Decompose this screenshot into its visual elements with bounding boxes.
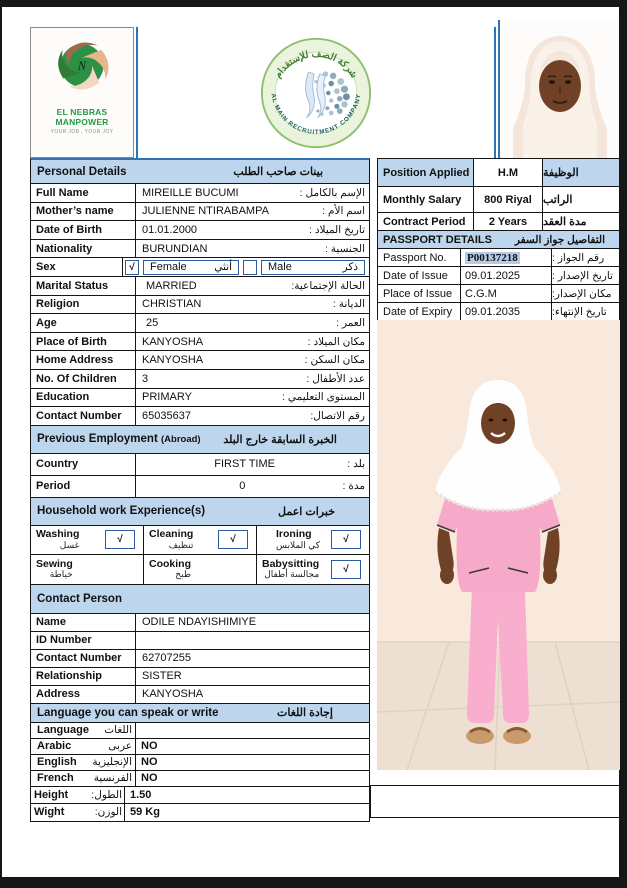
field-label: Education [31, 389, 136, 407]
household-title-en: Household work Experience(s) [37, 505, 206, 518]
language-title-ar: إجادة اللغات [277, 707, 333, 720]
skill-label: Washing [36, 528, 80, 541]
field-label: Place of Birth [31, 333, 136, 351]
nebras-logo-title: EL NEBRAS MANPOWER [55, 107, 109, 127]
field-value: ODILE NDAYISHIMIYE [142, 616, 257, 629]
skill-label: Cleaning [149, 528, 194, 541]
field-label-ar: المستوى التعليمي : [282, 391, 365, 404]
babysitting-checkbox: √ [331, 560, 361, 579]
personal-details-title-en: Personal Details [37, 165, 127, 178]
skill-label-ar: تنظيف [168, 539, 194, 550]
field-label: Name [31, 614, 136, 631]
language-label: French [37, 772, 74, 785]
field-value: 09.01.2025 [460, 267, 552, 284]
almain-recruitment-logo-icon [259, 36, 373, 150]
language-label-ar: الإنجليزية [92, 756, 132, 769]
female-label-ar: أنثي [214, 261, 232, 274]
nebras-logo-box [30, 27, 134, 158]
field-row-cp-relationship [31, 668, 369, 686]
field-label: Sex [31, 258, 123, 276]
applicant-headshot-photo [498, 20, 619, 158]
field-row-home-address [31, 351, 369, 370]
passport-title-ar: التفاصيل جواز السفر [514, 233, 605, 246]
field-label-ar: تاريخ الإصدار : [552, 269, 613, 282]
weight-label: Wight [34, 806, 65, 819]
personal-details-header [31, 160, 369, 184]
field-row-full-name [31, 184, 369, 203]
language-label-ar: الفرنسية [93, 772, 132, 785]
field-label: No. Of Children [31, 370, 136, 388]
field-label-ar: مدة العقد [543, 216, 587, 228]
field-value: JULIENNE NTIRABAMPA [142, 205, 269, 218]
female-checkbox: √ [125, 260, 139, 275]
field-label: Date of Expiry [383, 306, 453, 318]
household-skills-grid [31, 526, 369, 584]
field-row-place-of-birth [31, 333, 369, 352]
right-form-column [377, 158, 620, 322]
language-label: Arabic [37, 740, 72, 753]
field-label-ar: بلد : [347, 458, 365, 471]
field-value: 62707255 [142, 652, 191, 665]
field-label-ar: مكان السكن : [304, 354, 365, 367]
skill-ironing [257, 526, 369, 555]
field-label-ar: مدة : [342, 480, 365, 493]
skill-cleaning [144, 526, 257, 555]
field-label-ar: الوظيفة [543, 167, 579, 179]
male-label: Male [268, 261, 292, 274]
nebras-logo-tagline: YOUR JOB , YOUR JOY [50, 129, 114, 135]
field-value: H.M [473, 159, 543, 186]
field-value: FIRST TIME [214, 458, 275, 471]
skill-label: Sewing [36, 557, 73, 570]
skill-cooking [144, 555, 257, 584]
field-row-country [31, 454, 369, 476]
language-row-english [31, 755, 369, 771]
previous-employment-title-note: (Abroad) [161, 434, 201, 446]
field-value: C.G.M [460, 285, 552, 302]
field-value: 2 Years [473, 213, 543, 230]
field-label-ar: اسم الأم : [322, 205, 365, 218]
field-label: Contact Number [31, 650, 136, 667]
field-label-ar: الإسم بالكامل : [299, 186, 365, 199]
field-label-ar: الجنسية : [324, 242, 365, 255]
language-row-arabic [31, 739, 369, 755]
personal-details-title-ar: بينات صاحب الطلب [233, 166, 323, 178]
language-row-french [31, 771, 369, 787]
previous-employment-title-main: Previous Employment [37, 433, 158, 446]
language-label: Language [37, 724, 89, 737]
previous-employment-title-ar: الخبرة السابقة خارج البلد [223, 433, 337, 446]
household-experience-header [31, 498, 369, 526]
field-label: ID Number [31, 632, 136, 649]
household-title-ar: خبرات اعمل [278, 505, 335, 518]
language-row-header [31, 723, 369, 739]
height-label: Height [34, 788, 69, 801]
skill-label-ar: طبخ [175, 569, 191, 579]
field-row-cp-id [31, 632, 369, 650]
field-row-date-of-birth [31, 221, 369, 240]
skill-babysitting [257, 555, 369, 584]
field-row-nationality [31, 240, 369, 259]
female-option [143, 260, 239, 275]
field-label: Relationship [31, 668, 136, 685]
field-value: CHRISTIAN [142, 298, 202, 311]
language-label-ar: عربى [108, 740, 132, 753]
field-row-weight [31, 804, 369, 821]
language-value: NO [141, 756, 158, 769]
field-label-ar: عدد الأطفال : [306, 372, 365, 385]
ironing-checkbox: √ [331, 530, 361, 549]
skill-label: Cooking [149, 557, 191, 570]
page-border-bottom [0, 877, 627, 888]
field-label: Full Name [31, 184, 136, 202]
field-label: Period [31, 476, 136, 497]
contact-person-title: Contact Person [37, 592, 122, 605]
height-value: 1.50 [130, 788, 152, 801]
male-option [261, 260, 365, 275]
field-value: 0 [239, 480, 246, 493]
page-border-right [619, 0, 627, 878]
skill-sewing [31, 555, 144, 584]
almain-arabic-text: شركة الصف للإستقدام [272, 48, 360, 80]
field-row-education [31, 389, 369, 408]
date-of-expiry-row [378, 303, 619, 321]
field-value: MARRIED [146, 279, 197, 292]
female-label: Female [150, 261, 187, 274]
passport-number-value: P00137218 [467, 251, 518, 264]
field-label: Monthly Salary [383, 193, 462, 206]
field-row-sex [31, 258, 369, 277]
field-row-contact-number [31, 407, 369, 426]
field-row-mothers-name [31, 203, 369, 222]
date-of-issue-row [378, 267, 619, 285]
field-value: 65035637 [142, 409, 191, 422]
language-header [31, 704, 369, 723]
field-value: 25 [146, 316, 159, 329]
field-label: Nationality [31, 240, 136, 258]
skill-label-ar: مجالسة أطفال [264, 569, 320, 579]
field-value: PRIMARY [142, 391, 192, 404]
skill-label: Ironing [276, 528, 312, 541]
field-value: 01.01.2000 [142, 223, 198, 236]
skill-label-ar: خياطة [49, 569, 73, 579]
left-form-column [30, 158, 370, 822]
field-value: KANYOSHA [142, 335, 204, 348]
passport-title-en: PASSPORT DETAILS [383, 233, 492, 246]
male-checkbox [243, 260, 257, 275]
language-value [136, 723, 369, 738]
washing-checkbox: √ [105, 530, 135, 549]
previous-employment-header [31, 426, 369, 454]
field-label: Passport No. [383, 251, 447, 264]
page-border-top [0, 0, 627, 7]
position-applied-row [378, 159, 619, 187]
field-value: 3 [142, 372, 149, 385]
skill-washing [31, 526, 144, 555]
field-row-cp-contact [31, 650, 369, 668]
field-row-children [31, 370, 369, 389]
field-value: MIREILLE BUCUMI [142, 186, 239, 199]
male-label-ar: ذكر [342, 261, 358, 274]
contract-period-row [378, 213, 619, 231]
weight-value: 59 Kg [130, 806, 160, 819]
field-label-ar: الراتب [543, 194, 573, 206]
field-row-marital-status [31, 277, 369, 296]
weight-label-ar: الوزن: [94, 806, 122, 819]
svg-text:N: N [77, 58, 87, 73]
skill-label-ar: غسل [59, 539, 80, 550]
monthly-salary-row [378, 187, 619, 213]
field-row-period [31, 476, 369, 498]
page-border-left [0, 0, 2, 877]
height-label-ar: الطول: [91, 788, 122, 801]
field-value: 09.01.2035 [460, 303, 552, 321]
field-label-ar: تاريخ الإنتهاء: [552, 306, 607, 318]
almain-logo-box [136, 27, 496, 158]
field-label: Religion [31, 296, 136, 314]
passport-details-header [378, 231, 619, 249]
field-label: Contract Period [383, 215, 466, 228]
field-value: BURUNDIAN [142, 242, 208, 255]
field-label: Home Address [31, 351, 136, 369]
field-row-cp-address [31, 686, 369, 704]
almain-english-text: AL MAIN RECRUITMENT COMPANY [269, 92, 363, 136]
skill-label: Babysitting [262, 557, 320, 570]
field-label: Marital Status [31, 277, 136, 295]
field-label-ar: رقم الاتصال: [310, 409, 365, 422]
passport-number-row [378, 249, 619, 267]
field-label: Address [31, 686, 136, 703]
field-label: Date of Issue [383, 269, 448, 282]
previous-employment-title-en [37, 433, 201, 445]
field-row-cp-name [31, 614, 369, 632]
language-label-ar: اللغات [104, 724, 132, 737]
field-label: Position Applied [383, 166, 470, 179]
field-label: Place of Issue [383, 287, 453, 300]
field-label-ar: تاريخ الميلاد : [309, 223, 365, 236]
field-label-ar: العمر : [336, 316, 365, 329]
applicant-full-body-photo [377, 320, 620, 770]
field-label-ar: مكان الإصدار: [552, 287, 612, 300]
nebras-hands-logo-icon [46, 34, 118, 100]
contact-person-header [31, 584, 369, 614]
field-label: Date of Birth [31, 221, 136, 239]
field-label-ar: الديانة : [332, 298, 365, 311]
language-label: English [37, 756, 77, 769]
field-label-ar: مكان الميلاد : [307, 335, 365, 348]
field-value: KANYOSHA [142, 688, 204, 701]
language-value: NO [141, 772, 158, 785]
bottom-empty-box [370, 785, 620, 818]
cleaning-checkbox: √ [218, 530, 248, 549]
field-row-height [31, 787, 369, 804]
place-of-issue-row [378, 285, 619, 303]
language-title-en: Language you can speak or write [37, 706, 219, 719]
field-label: Age [31, 314, 136, 332]
field-label-ar: رقم الجواز : [552, 251, 605, 264]
field-value: SISTER [142, 670, 182, 683]
field-value: KANYOSHA [142, 354, 204, 367]
field-label-ar: الحالة الإجتماعية: [291, 279, 365, 292]
field-row-religion [31, 296, 369, 315]
field-value: 800 Riyal [473, 187, 543, 212]
field-label: Country [31, 454, 136, 475]
field-label: Contact Number [31, 407, 136, 425]
language-value: NO [141, 740, 158, 753]
field-row-age [31, 314, 369, 333]
field-label: Mother’s name [31, 203, 136, 221]
skill-label-ar: كي الملابس [276, 539, 321, 550]
